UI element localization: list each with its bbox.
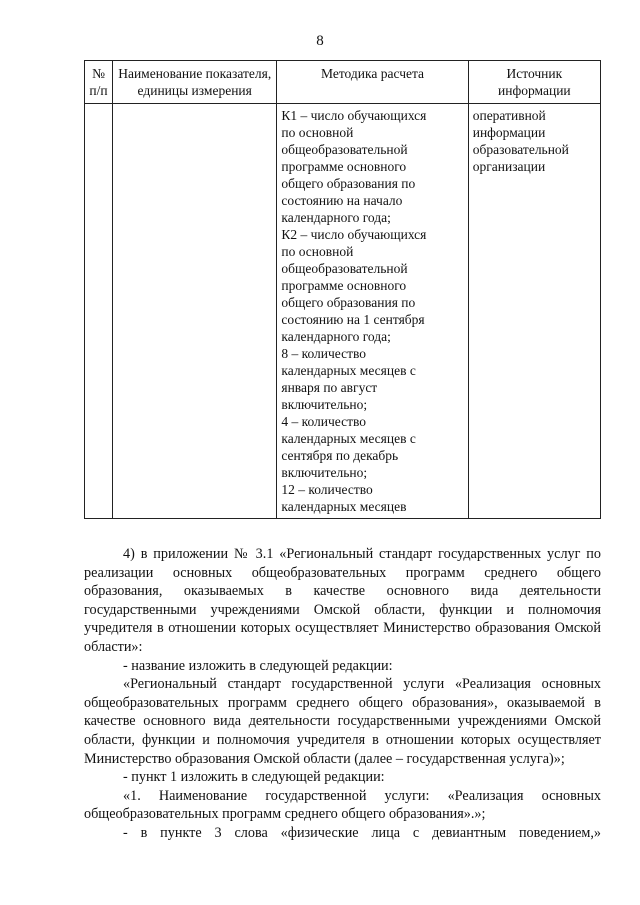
header-number: № п/п xyxy=(85,61,113,104)
paragraph-title-text: «Региональный стандарт государственной услуги «Реализация основных общеобразовательных программ среднего общего образования», оказываемой в качестве основного вида деятельности государственными учреждениями Омской области, функции и полномочия учредителя в отношении которых осуществляет Министерство образования Омской области (далее – государственная услуга)»; xyxy=(84,676,601,767)
page-number: 8 xyxy=(316,33,324,49)
header-indicator-name: Наименование показателя, единицы измерения xyxy=(113,61,277,104)
header-information-source: Источник информации xyxy=(468,61,600,104)
method-line: общего образования по xyxy=(281,295,416,310)
method-line: 4 – количество xyxy=(281,414,367,429)
table-header-row xyxy=(85,61,601,104)
paragraph-point-1-text: «1. Наименование государственной услуги: «Реализация основных общеобразовательных программ среднего общего образования».»; xyxy=(84,787,601,823)
cell-indicator-name xyxy=(113,104,277,519)
method-line: включительно; xyxy=(281,397,368,412)
paragraph-title-instruction: - название изложить в следующей редакции: xyxy=(123,657,393,674)
method-line: по основной xyxy=(281,244,354,259)
source-line: информации xyxy=(472,125,546,140)
cell-calculation-method xyxy=(277,104,468,519)
method-line: программе основного xyxy=(281,159,407,174)
method-line: по основной xyxy=(281,125,354,140)
method-line: состоянию на 1 сентября xyxy=(281,312,425,327)
method-line: общеобразовательной xyxy=(281,142,408,157)
header-calculation-method: Методика расчета xyxy=(277,61,468,104)
cell-information-source xyxy=(468,104,600,519)
method-line: сентября по декабрь xyxy=(281,448,399,463)
method-line: календарных месяцев с xyxy=(281,431,416,446)
source-line: образовательной xyxy=(472,142,569,157)
method-line: К1 – число обучающихся xyxy=(281,108,427,123)
source-line: организации xyxy=(472,159,546,174)
method-line: января по август xyxy=(281,380,378,395)
method-line: К2 – число обучающихся xyxy=(281,227,427,242)
method-line: календарных месяцев xyxy=(281,499,407,514)
method-line: состоянию на начало xyxy=(281,193,403,208)
method-line: общего образования по xyxy=(281,176,416,191)
method-line: включительно; xyxy=(281,465,368,480)
method-line: 12 – количество xyxy=(281,482,373,497)
method-line: календарных месяцев с xyxy=(281,363,416,378)
document-body xyxy=(84,545,601,861)
method-line: 8 – количество xyxy=(281,346,367,361)
cell-number xyxy=(85,104,113,519)
table-row xyxy=(85,104,601,519)
method-line: общеобразовательной xyxy=(281,261,408,276)
source-line: оперативной xyxy=(472,108,546,123)
method-line: календарного года; xyxy=(281,329,391,344)
paragraph-item-4: 4) в приложении № 3.1 «Региональный стандарт государственных услуг по реализации основных общеобразовательных программ среднего общего образования, оказываемых в качестве основного вида деятельности государственными учреждениями Омской области, функции и полномочия учредителя в отношении которых осуществляет Министерство образования Омской области»: xyxy=(84,546,601,655)
indicator-table xyxy=(84,60,601,519)
paragraph-point-1-instruction: - пункт 1 изложить в следующей редакции: xyxy=(123,769,385,786)
paragraph-point-3-instruction: - в пункте 3 слова «физические лица с девиантным поведением,» xyxy=(123,824,601,841)
method-line: календарного года; xyxy=(281,210,391,225)
method-line: программе основного xyxy=(281,278,407,293)
